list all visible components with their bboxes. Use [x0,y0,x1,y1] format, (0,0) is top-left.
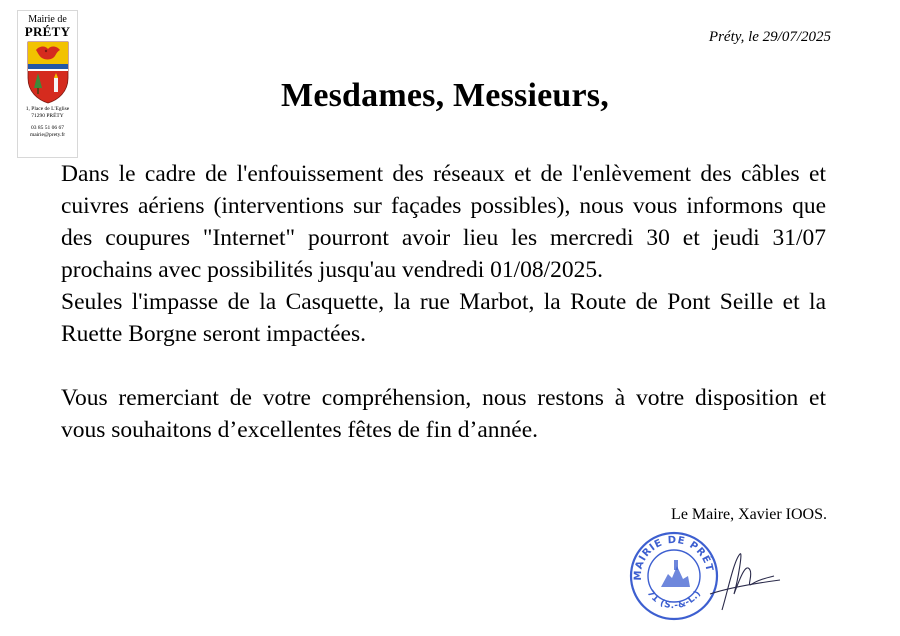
letterhead-town-name: PRÉTY [24,24,71,39]
svg-text:71 (S.-&-L.) [645,589,704,612]
phone-number: 03 85 51 06 67 [31,125,64,131]
official-stamp-icon [628,530,788,626]
letter-body [61,158,826,446]
letterhead-mairie-label: Mairie de [28,14,67,25]
stamp-bottom-text: 71 (S.-&-L.) [644,588,704,612]
mayor-signature-line: Le Maire, Xavier IOOS. [671,506,827,523]
paragraph-impacted-streets: Seules l'impasse de la Casquette, la rue Marbot, la Route de Pont Seille et la Ruette Borgne seront impactées. [61,289,826,347]
paragraph-network-works: Dans le cadre de l'enfouissement des réseaux et de l'enlèvement des câbles et cuivres aériens (interventions sur façades possibles), nous vous informons que des coupures "Internet" pourront avoir lieu les mercredi 30 et jeudi 31/07 prochains avec possibilités jusqu'au vendredi 01/08/2025. [61,161,826,283]
address-line-1: 1, Place de L'Eglise [25,106,70,112]
paragraph-closing: Vous remerciant de votre compréhension, nous restons à votre disposition et vous souhaitons d’excellentes fêtes de fin d’année. [61,385,826,443]
email-address: mairie@prety.fr [29,132,66,138]
svg-text:MAIRIE DE PRÉTY [628,530,715,581]
letter-date: Préty, le 29/07/2025 [708,29,831,45]
stamp-top-text: MAIRIE DE PRÉT [632,534,715,581]
stamp-and-signature [628,530,788,626]
salutation-heading: Mesdames, Messieurs, [281,77,609,114]
address-line-2: 71290 PRÉTY [31,113,64,119]
